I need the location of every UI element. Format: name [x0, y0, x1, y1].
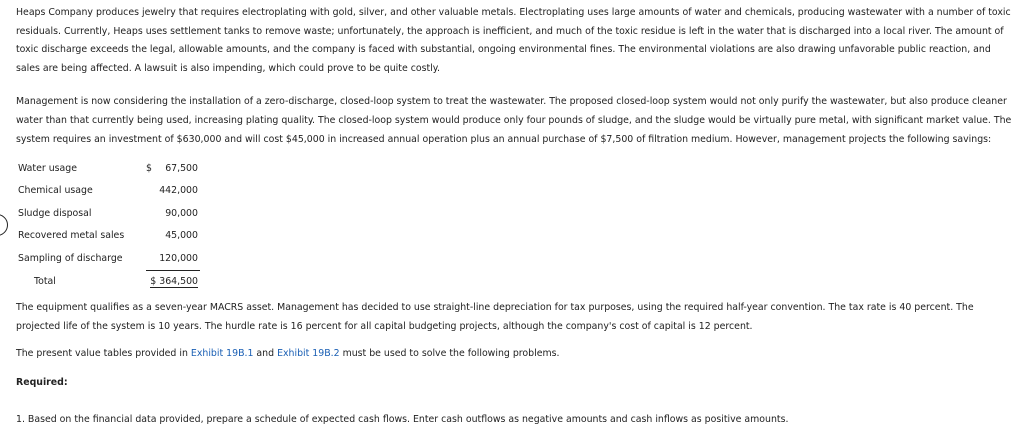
savings-label: Water usage [18, 162, 77, 174]
table-row [18, 225, 200, 248]
savings-value: 90,000 [165, 207, 198, 219]
savings-label: Sludge disposal [18, 207, 92, 219]
table-row [18, 157, 200, 180]
savings-value: 45,000 [165, 230, 198, 242]
savings-label: Sampling of discharge [18, 253, 123, 265]
total-row [18, 270, 200, 293]
savings-value: 442,000 [159, 185, 198, 197]
total-label: Total [34, 276, 56, 288]
total-value: $ 364,500 [146, 270, 200, 293]
savings-table [18, 157, 200, 293]
exhibit-19b1-link[interactable]: Exhibit 19B.1 [190, 348, 254, 360]
table-row [18, 247, 200, 270]
tables-paragraph: The present value tables provided in Exhibit 19B.1 and Exhibit 19B.2 must be used to solve the following problems. [16, 348, 560, 360]
intro-paragraph: Heaps Company produces jewelry that requires electroplating with gold, silver, and other valuable metals. Electroplating uses large amounts of water and chemicals, producing wastewater with a number of toxic residuals. Currently, Heaps uses settlement tanks to remove waste; unfortunately, the approach is inefficient, and much of the toxic residue is left in the water that is discharged into a local river. The amount of toxic discharge exceeds the legal, allowable amounts, and the company is faced with substantial, ongoing environmental fines. The environmental violations are also drawing unfavorable public reaction, and sales are being affected. A lawsuit is also impending, which could prove to be quite costly. [16, 7, 1011, 74]
proposal-paragraph: Management is now considering the installation of a zero-discharge, closed-loop system to treat the wastewater. The proposed closed-loop system would not only purify the wastewater, but also produce cleaner water than that currently being used, increasing plating quality. The closed-loop system would produce only four pounds of sludge, and the sludge would be virtually pure metal, with significant market value. The system requires an investment of $630,000 and will cost $45,000 in increased annual operation plus an annual purchase of $7,500 of filtration medium. However, management projects the following savings: [16, 96, 1012, 145]
table-row [18, 180, 200, 203]
exhibit-19b2-link[interactable]: Exhibit 19B.2 [277, 348, 340, 360]
table-row [18, 202, 200, 225]
macrs-paragraph: The equipment qualifies as a seven-year MACRS asset. Management has decided to use straight-line depreciation for tax purposes, using the required half-year convention. The tax rate is 40 percent. The projected life of the system is 10 years. The hurdle rate is 16 percent for all capital budgeting projects, although the company's cost of capital is 12 percent. [16, 302, 974, 332]
problem-content [16, 2, 1016, 429]
savings-label: Recovered metal sales [18, 230, 125, 242]
currency-sign: $ [146, 162, 152, 174]
required-heading: Required: [16, 376, 68, 388]
savings-value: 120,000 [159, 252, 198, 264]
savings-value: $ 67,500 [146, 162, 198, 174]
savings-label: Chemical usage [18, 185, 93, 197]
question-1: 1. Based on the financial data provided, prepare a schedule of expected cash flows. Enter cash outflows as negative amounts and cash inflows as positive amounts. [16, 413, 789, 425]
edge-circle-control[interactable] [0, 214, 8, 236]
